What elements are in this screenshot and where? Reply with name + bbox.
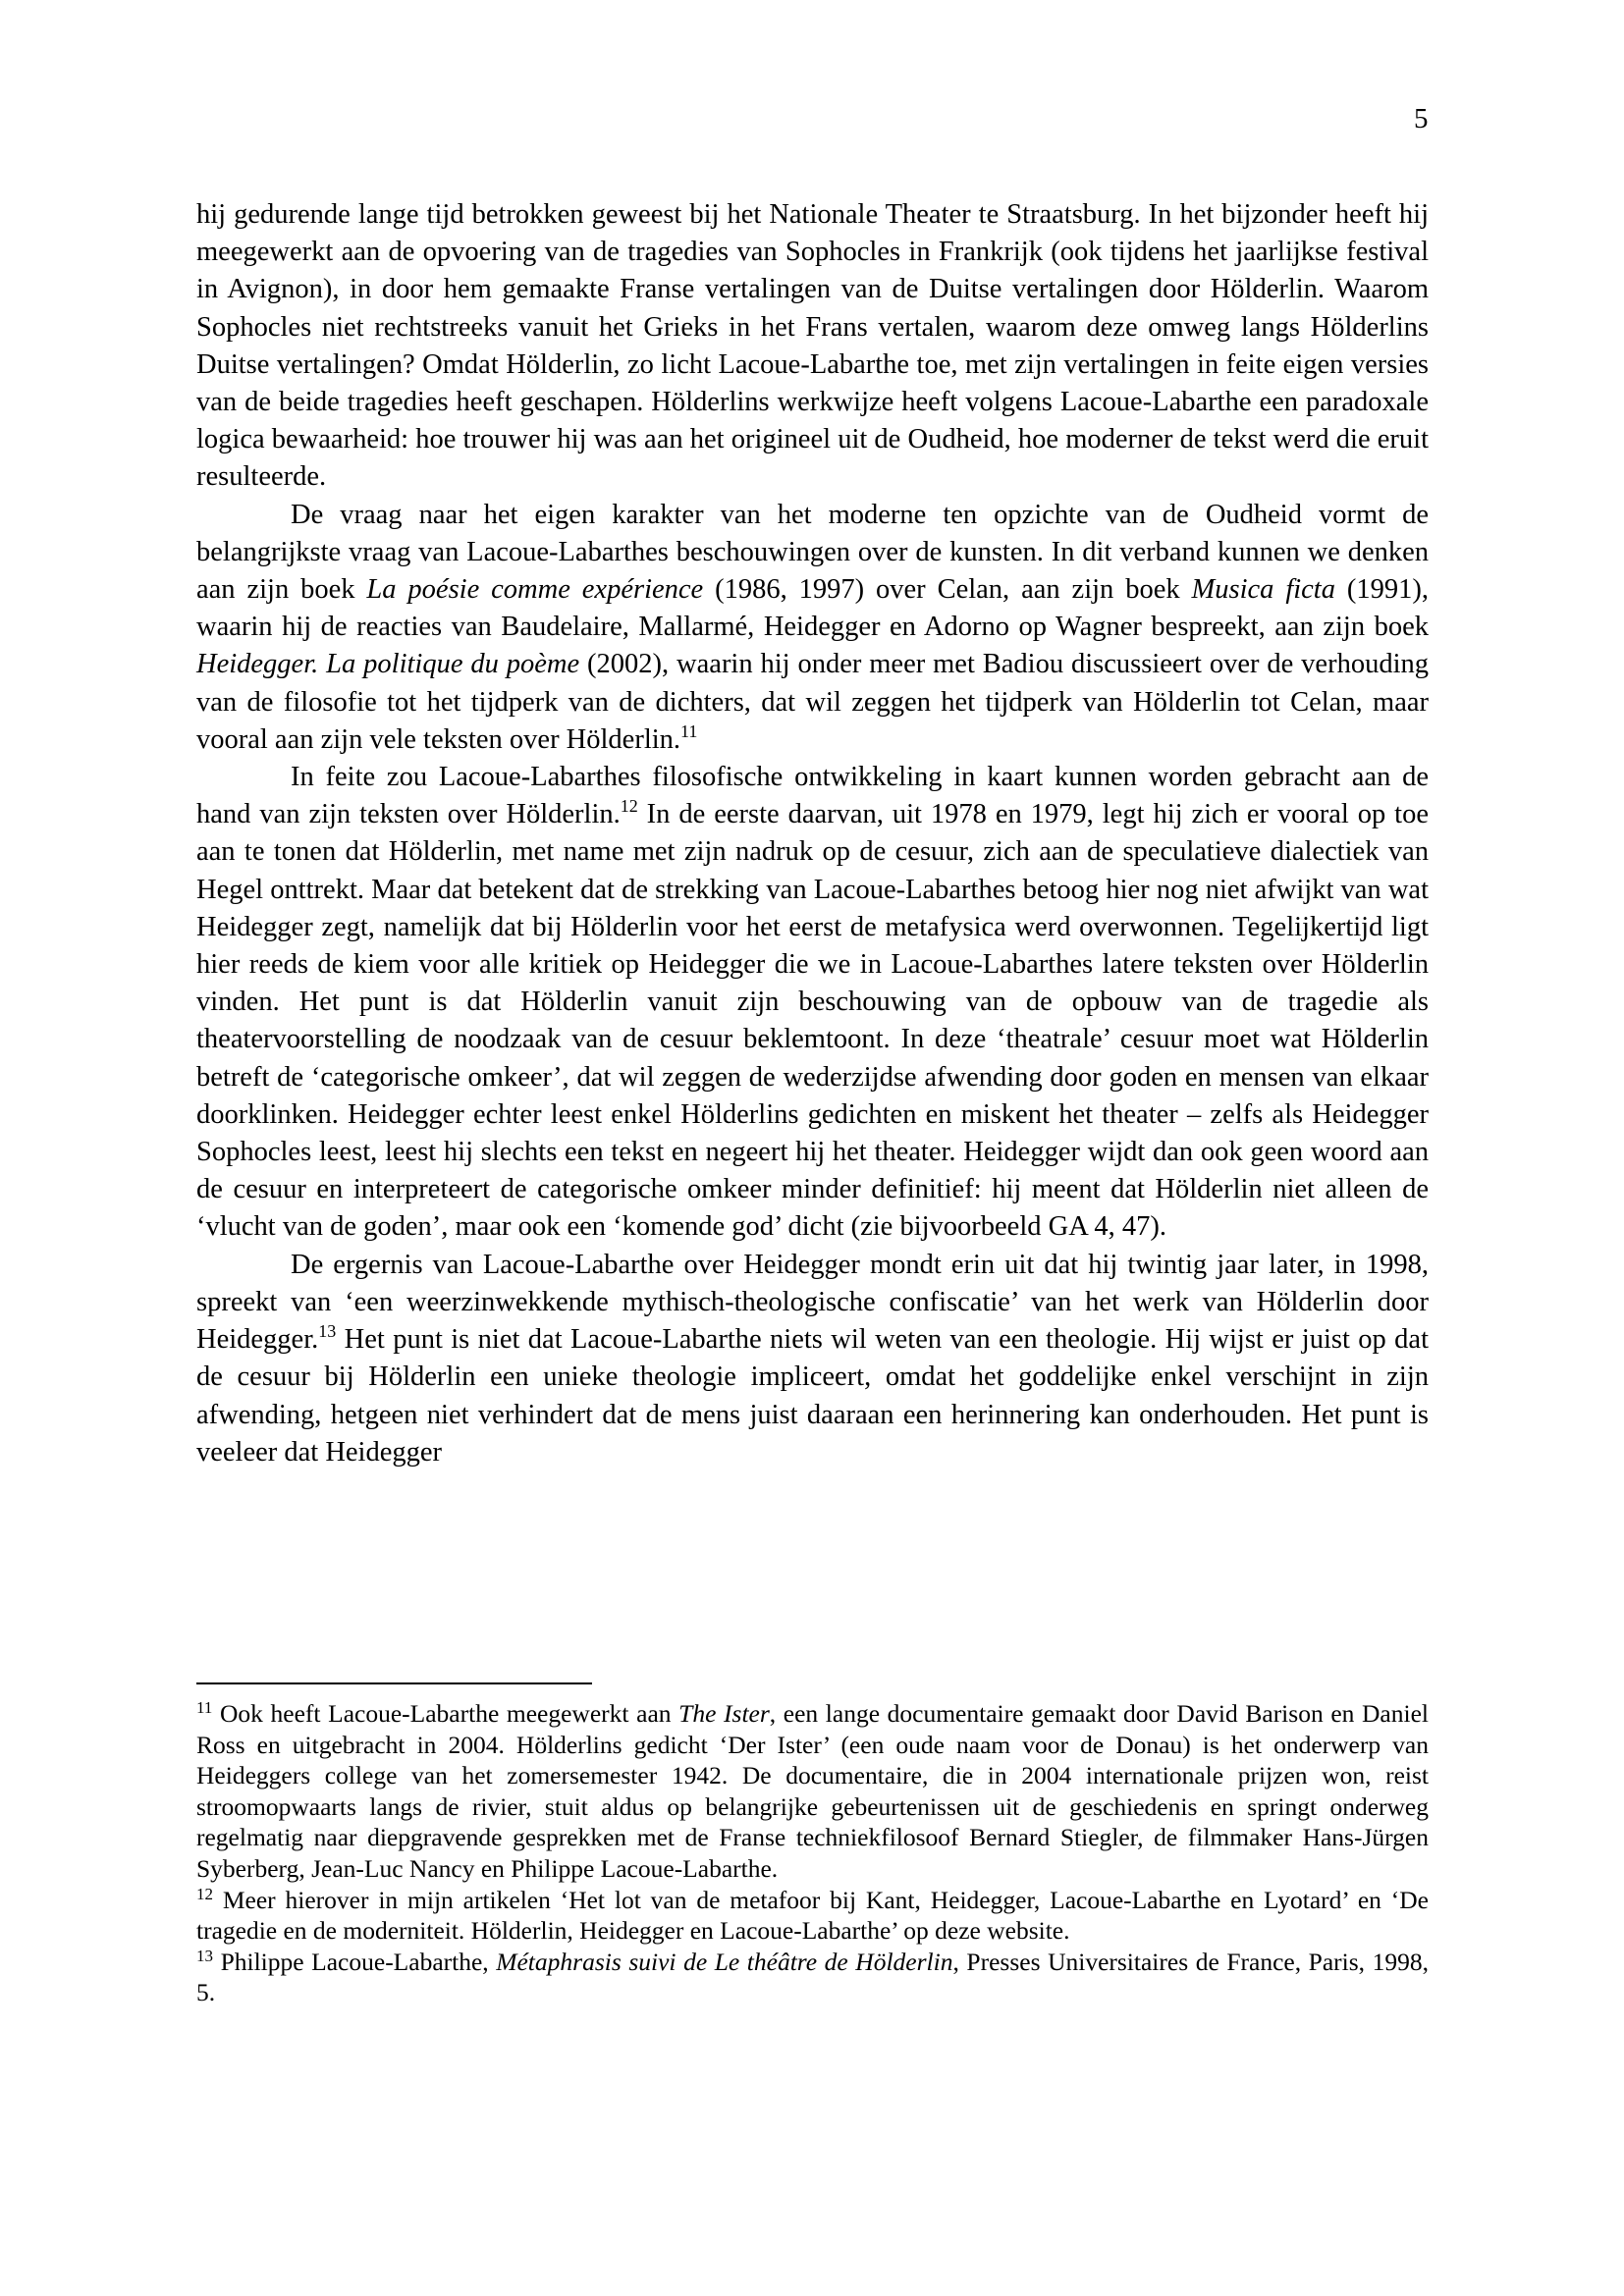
footnote-number: 12 (196, 1884, 213, 1903)
book-title: Métaphrasis suivi de Le théâtre de Hölderlin (496, 1947, 953, 1976)
text-run: Philippe Lacoue-Labarthe, (213, 1947, 497, 1976)
book-title: Heidegger. La politique du poème (196, 649, 580, 680)
paragraph (196, 759, 1429, 1247)
footnote-number: 11 (196, 1698, 213, 1717)
body-text (196, 196, 1429, 1471)
page-number: 5 (1414, 103, 1429, 134)
text-run: In feite zou Lacoue-Labarthes filosofische ontwikkeling in kaart kunnen worden gebracht aan de hand van zijn teksten over Hölderlin. (196, 762, 1429, 830)
book-title: La poésie comme expérience (366, 574, 704, 606)
text-run: Het punt is niet dat Lacoue-Labarthe niets wil weten van een theologie. Hij wijst er juist op dat de cesuur bij Hölderlin een unieke theologie impliceert, omdat het goddelijke enkel verschijnt in zijn afwending, hetgeen niet verhindert dat de mens juist daaraan een herinnering kan onderhouden. Het punt is veeleer dat Heidegger (196, 1324, 1429, 1468)
paragraph (196, 497, 1429, 759)
text-run: Meer hierover in mijn artikelen ‘Het lot van de metafoor bij Kant, Heidegger, Lacoue-Labarthe en Lyotard’ en ‘De tragedie en de moderniteit. Hölderlin, Heidegger en Lacoue-Labarthe’ op deze website. (196, 1885, 1429, 1946)
footnote (196, 1885, 1429, 1947)
text-run: , Presses Universitaires de France, Paris, 1998, 5. (196, 1947, 1429, 2007)
footnote-separator (196, 1682, 592, 1684)
text-run: , een lange documentaire gemaakt door David Barison en Daniel Ross en uitgebracht in 2004. Hölderlins gedicht ‘Der Ister’ (een oude naam voor de Donau) is het onderwerp van Heideggers college van het zomersemester 1942. De documentaire, die in 2004 internationale prijzen won, reist stroomopwaarts langs de rivier, stuit aldus op belangrijke gebeurtenissen uit de geschiedenis en springt onderweg regelmatig naar diepgravende gesprekken met de Franse techniekfilosoof Bernard Stiegler, de filmmaker Hans-Jürgen Syberberg, Jean-Luc Nancy en Philippe Lacoue-Labarthe. (196, 1699, 1429, 1883)
footnote (196, 1698, 1429, 1885)
footnote-number: 13 (196, 1946, 213, 1965)
footnotes (196, 1698, 1429, 2008)
text-run: De ergernis van Lacoue-Labarthe over Heidegger mondt erin uit dat hij twintig jaar later, in 1998, spreekt van ‘een weerzinwekkende mythisch-theologische confiscatie’ van het werk van Hölderlin door Heidegger. (196, 1249, 1429, 1356)
book-title: Musica ficta (1191, 574, 1335, 606)
footnote-reference[interactable]: 11 (680, 721, 698, 741)
text-run: (1986, 1997) over Celan, aan zijn boek (703, 574, 1192, 606)
paragraph (196, 1247, 1429, 1471)
footnote (196, 1947, 1429, 2008)
text-run: (1991), waarin hij de reacties van Baudelaire, Mallarmé, Heidegger en Adorno op Wagner bespreekt, aan zijn boek (196, 574, 1430, 643)
footnote-reference[interactable]: 13 (318, 1321, 337, 1342)
text-run: De vraag naar het eigen karakter van het moderne ten opzichte van de Oudheid vormt de belangrijkste vraag van Lacoue-Labarthes beschouwingen over de kunsten. In dit verband kunnen we denken aan zijn boek (196, 499, 1429, 606)
text-run: In de eerste daarvan, uit 1978 en 1979, legt hij zich er vooral op toe aan te tonen dat Hölderlin, met name met zijn nadruk op de cesuur, zich aan de speculatieve dialectiek van Hegel onttrekt. Maar dat betekent dat de strekking van Lacoue-Labarthes betoog hier nog niet afwijkt van wat Heidegger zegt, namelijk dat bij Hölderlin voor het eerst de metafysica werd overwonnen. Tegelijkertijd ligt hier reeds de kiem voor alle kritiek op Heidegger die we in Lacoue-Labarthes latere teksten over Hölderlin vinden. Het punt is dat Hölderlin vanuit zijn beschouwing van de opbouw van de tragedie als theatervoorstelling de noodzaak van de cesuur beklemtoont. In deze ‘theatrale’ cesuur moet wat Hölderlin betreft de ‘categorische omkeer’, dat wil zeggen de wederzijdse afwending door goden en mensen van elkaar doorklinken. Heidegger echter leest enkel Hölderlins gedichten en miskent het theater – zelfs als Heidegger Sophocles leest, leest hij slechts een tekst en negeert hij het theater. Heidegger wijdt dan ook geen woord aan de cesuur en interpreteert de categorische omkeer minder definitief: hij meent dat Hölderlin niet alleen de ‘vlucht van de goden’, maar ook een ‘komende god’ dicht (zie bijvoorbeeld GA 4, 47). (196, 799, 1429, 1243)
text-run: Ook heeft Lacoue-Labarthe meegewerkt aan (212, 1699, 679, 1728)
footnote-reference[interactable]: 12 (620, 796, 638, 817)
film-title: The Ister (678, 1699, 770, 1728)
paragraph (196, 196, 1429, 497)
text-run: hij gedurende lange tijd betrokken geweest bij het Nationale Theater te Straatsburg. In het bijzonder heeft hij meegewerkt aan de opvoering van de tragedies van Sophocles in Frankrijk (ook tijdens het jaarlijkse festival in Avignon), in door hem gemaakte Franse vertalingen van de Duitse vertalingen door Hölderlin. Waarom Sophocles niet rechtstreeks vanuit het Grieks in het Frans vertalen, waarom deze omweg langs Hölderlins Duitse vertalingen? Omdat Hölderlin, zo licht Lacoue-Labarthe toe, met zijn vertalingen in feite eigen versies van de beide tragedies heeft geschapen. Hölderlins werkwijze heeft volgens Lacoue-Labarthe een paradoxale logica bewaarheid: hoe trouwer hij was aan het origineel uit de Oudheid, hoe moderner de tekst werd die eruit resulteerde. (196, 199, 1429, 493)
text-run: (2002), waarin hij onder meer met Badiou discussieert over de verhouding van de filosofie tot het tijdperk van de dichters, dat wil zeggen het tijdperk van Hölderlin tot Celan, maar vooral aan zijn vele teksten over Hölderlin. (196, 649, 1429, 755)
